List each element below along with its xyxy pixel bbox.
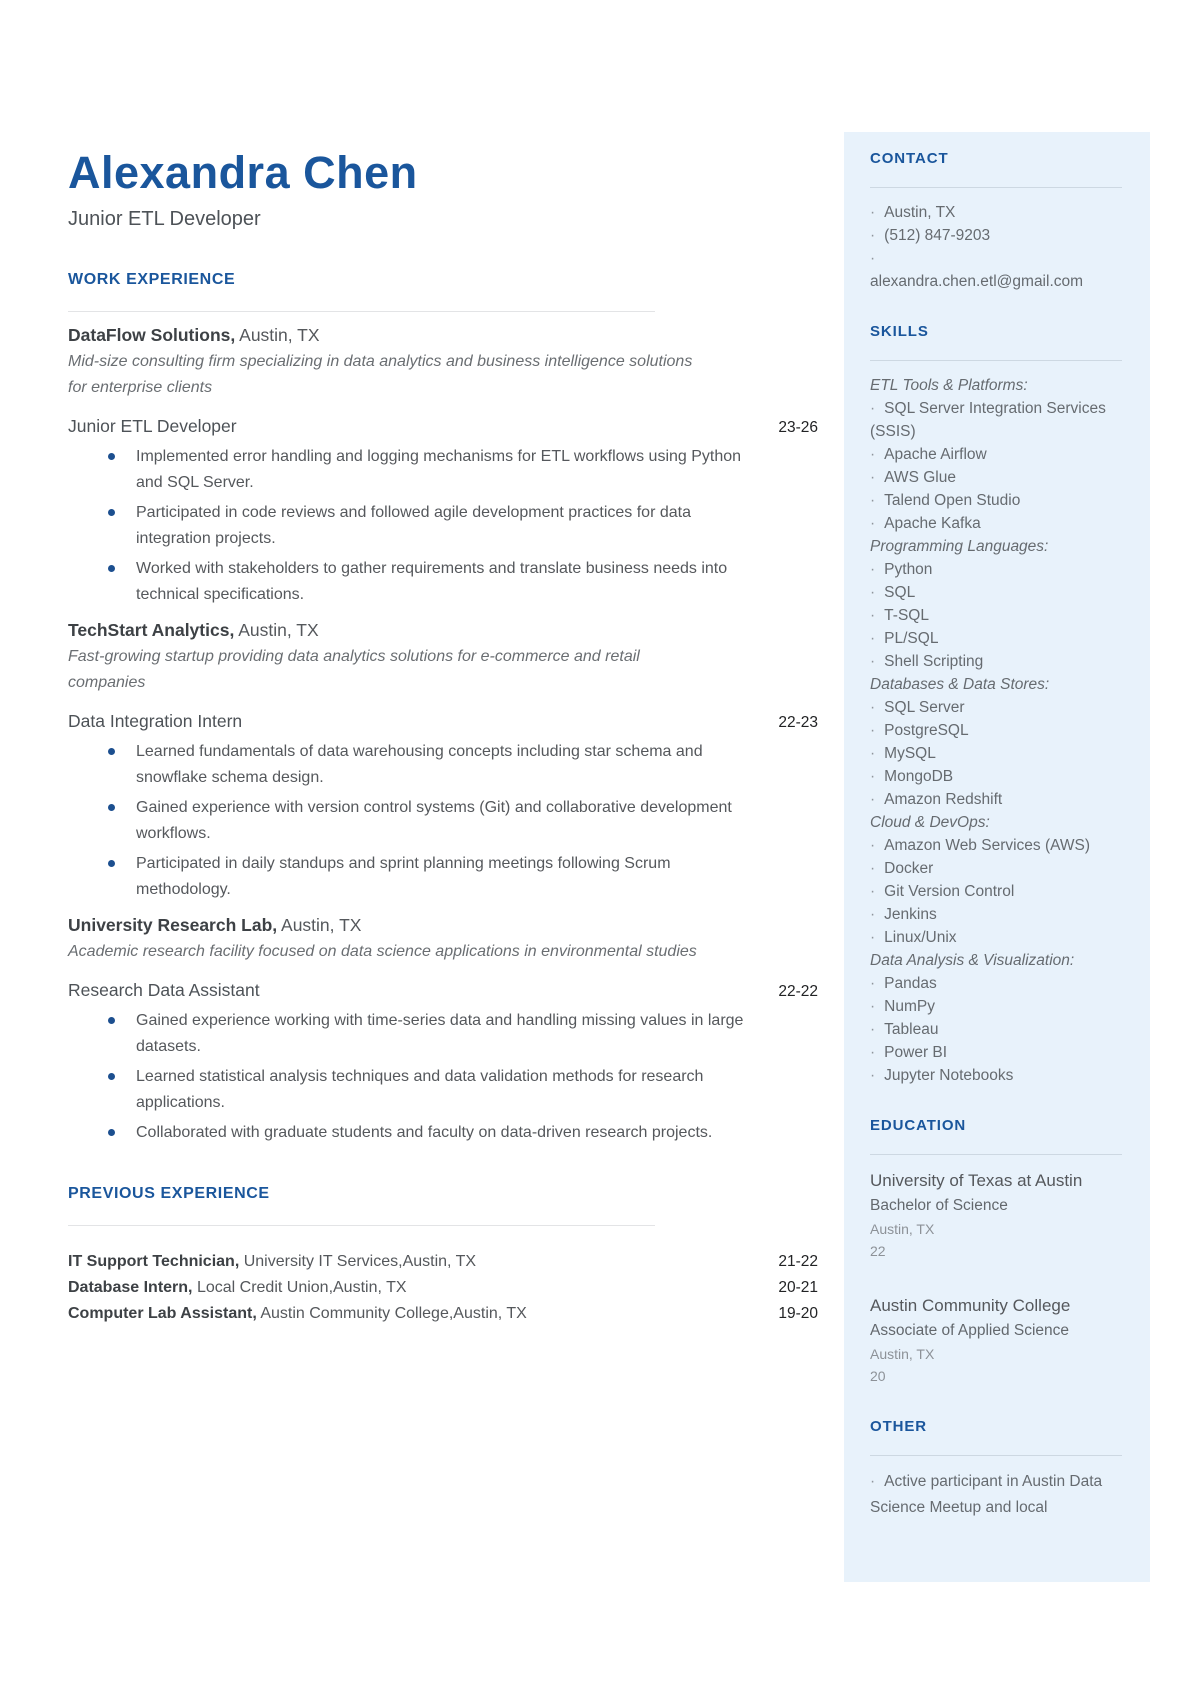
section-heading-work-experience: WORK EXPERIENCE [68, 271, 236, 288]
skill-item [870, 1018, 1122, 1041]
skill-item [870, 880, 1122, 903]
bullet-dot-icon: · [870, 227, 876, 244]
contact-item [870, 247, 1122, 270]
role-row [68, 980, 818, 1001]
skill-item [870, 972, 1122, 995]
skill-item [870, 857, 1122, 880]
candidate-name: Alexandra Chen [68, 147, 418, 198]
skill-item [870, 995, 1122, 1018]
bullet-dot-icon: · [870, 446, 876, 463]
bullet-item: Worked with stakeholders to gather requirements and translate business needs into technical specifications. [68, 556, 814, 607]
bullet-dot-icon: · [870, 561, 876, 578]
previous-role: Computer Lab Assistant, [68, 1304, 257, 1322]
company-line [68, 618, 818, 642]
bullet-item: Gained experience with version control systems (Git) and collaborative development workflows. [68, 795, 814, 846]
skill-item-text: NumPy [884, 998, 935, 1015]
bullet-dot-icon: · [870, 469, 876, 486]
company-location: Austin, TX [238, 620, 319, 640]
previous-dates: 20-21 [778, 1278, 818, 1296]
skill-item [870, 1064, 1122, 1087]
candidate-title: Junior ETL Developer [68, 208, 261, 230]
sidebar-heading-other: OTHER [870, 1418, 927, 1435]
skill-item [870, 558, 1122, 581]
skill-item-text: SQL [884, 584, 916, 601]
skills-list [870, 374, 1122, 1087]
previous-entry [68, 1275, 818, 1301]
bullet-dot-icon: · [870, 1044, 876, 1061]
previous-entry [68, 1301, 818, 1327]
company-description: Fast-growing startup providing data analytics solutions for e-commerce and retail companies [68, 648, 640, 691]
bullet-dot-icon: · [870, 1473, 876, 1490]
bullet-dot-icon: · [870, 883, 876, 900]
skill-item [870, 765, 1122, 788]
bullet-dot-icon: · [870, 722, 876, 739]
skill-item-text: PostgreSQL [884, 722, 969, 739]
bullet-item: Gained experience working with time-series data and handling missing values in large datasets. [68, 1008, 814, 1059]
education-entry [870, 1168, 1122, 1262]
other-item-text: Active participant in Austin Data Science Meetup and local [870, 1473, 1103, 1516]
bullet-list [68, 444, 818, 607]
previous-entry-text [68, 1301, 527, 1327]
bullet-dot-icon: · [870, 975, 876, 992]
bullet-dot-icon: · [870, 584, 876, 601]
skill-item [870, 489, 1122, 512]
skill-item [870, 1041, 1122, 1064]
job-dates: 23-26 [778, 419, 818, 436]
skill-item-text: Python [884, 561, 933, 578]
previous-role: Database Intern, [68, 1278, 193, 1296]
job-entry [68, 618, 818, 902]
section-divider [68, 1225, 655, 1226]
company-line [68, 913, 818, 937]
education-school: Austin Community College [870, 1296, 1071, 1315]
skill-item-text: SQL Server Integration Services (SSIS) [870, 400, 1106, 440]
bullet-dot-icon: · [870, 204, 876, 221]
company-line [68, 323, 818, 347]
bullet-item: Participated in daily standups and sprint planning meetings following Scrum methodology. [68, 851, 814, 902]
role-row [68, 416, 818, 437]
skill-item [870, 788, 1122, 811]
bullet-dot-icon: · [870, 906, 876, 923]
contact-item-text: Austin, TX [884, 204, 956, 221]
contact-item-text: (512) 847-9203 [884, 227, 991, 244]
bullet-dot-icon: · [870, 607, 876, 624]
bullet-dot-icon: · [870, 768, 876, 785]
bullet-dot-icon: · [870, 998, 876, 1015]
skill-category-label: ETL Tools & Platforms: [870, 377, 1028, 394]
skill-item [870, 512, 1122, 535]
previous-org: University IT Services,Austin, TX [243, 1252, 477, 1270]
skill-item-text: Docker [884, 860, 934, 877]
skill-item-text: MySQL [884, 745, 936, 762]
skill-item-text: Apache Kafka [884, 515, 981, 532]
skill-item-text: Talend Open Studio [884, 492, 1021, 509]
skill-item [870, 443, 1122, 466]
section-divider [68, 311, 655, 312]
skill-item-text: Git Version Control [884, 883, 1015, 900]
bullet-dot-icon: · [870, 745, 876, 762]
main-column [68, 0, 818, 1327]
skill-item-text: Amazon Web Services (AWS) [884, 837, 1091, 854]
company-name: University Research Lab, [68, 915, 278, 935]
skill-item-text: Jupyter Notebooks [884, 1067, 1014, 1084]
bullet-item: Participated in code reviews and followed agile development practices for data integration projects. [68, 500, 814, 551]
skill-item [870, 719, 1122, 742]
sidebar-heading-education: EDUCATION [870, 1117, 967, 1134]
skill-item [870, 650, 1122, 673]
education-degree: Associate of Applied Science [870, 1322, 1070, 1339]
skill-item-text: AWS Glue [884, 469, 956, 486]
skill-item-text: Jenkins [884, 906, 937, 923]
education-degree: Bachelor of Science [870, 1197, 1008, 1214]
sidebar-section-other [870, 1418, 1122, 1521]
skill-item-text: Apache Airflow [884, 446, 987, 463]
skill-item-text: Linux/Unix [884, 929, 957, 946]
bullet-list [68, 739, 818, 902]
job-role: Data Integration Intern [68, 711, 243, 731]
bullet-dot-icon: · [870, 515, 876, 532]
skill-category-label: Programming Languages: [870, 538, 1049, 555]
skill-item-text: PL/SQL [884, 630, 939, 647]
sidebar-section-contact [870, 150, 1122, 293]
bullet-dot-icon: · [870, 250, 876, 267]
bullet-dot-icon: · [870, 492, 876, 509]
skill-item-text: Pandas [884, 975, 937, 992]
previous-entry [68, 1249, 818, 1275]
company-location: Austin, TX [281, 915, 362, 935]
company-description: Mid-size consulting firm specializing in data analytics and business intelligence solutions for enterprise clients [68, 353, 693, 396]
previous-experience-list [68, 1249, 818, 1327]
company-location: Austin, TX [239, 325, 320, 345]
other-item [870, 1469, 1122, 1521]
skill-category-label: Data Analysis & Visualization: [870, 952, 1075, 969]
sidebar-section-skills [870, 323, 1122, 1087]
skill-item-text: MongoDB [884, 768, 954, 785]
skill-item [870, 696, 1122, 719]
skill-category-label: Cloud & DevOps: [870, 814, 990, 831]
company-name: TechStart Analytics, [68, 620, 235, 640]
job-entry [68, 913, 818, 1146]
bullet-dot-icon: · [870, 630, 876, 647]
previous-entry-text [68, 1275, 407, 1301]
contact-email: alexandra.chen.etl@gmail.com [870, 273, 1084, 290]
sidebar-heading-skills: SKILLS [870, 323, 929, 340]
skill-item [870, 742, 1122, 765]
bullet-item: Learned statistical analysis techniques and data validation methods for research applications. [68, 1064, 814, 1115]
education-location: Austin, TX [870, 1221, 935, 1237]
skill-item [870, 397, 1122, 443]
education-location: Austin, TX [870, 1346, 935, 1362]
sidebar-divider [870, 187, 1122, 188]
bullet-list [68, 1008, 818, 1146]
role-row [68, 711, 818, 732]
bullet-dot-icon: · [870, 791, 876, 808]
previous-dates: 19-20 [778, 1304, 818, 1322]
sidebar-divider [870, 360, 1122, 361]
bullet-dot-icon: · [870, 1021, 876, 1038]
sidebar [844, 132, 1150, 1582]
education-year: 20 [870, 1368, 886, 1384]
previous-role: IT Support Technician, [68, 1252, 240, 1270]
previous-org: Local Credit Union,Austin, TX [196, 1278, 407, 1296]
bullet-item: Learned fundamentals of data warehousing concepts including star schema and snowflake schema design. [68, 739, 814, 790]
job-dates: 22-23 [778, 714, 818, 731]
contact-item [870, 201, 1122, 224]
skill-item-text: SQL Server [884, 699, 965, 716]
skill-category-label: Databases & Data Stores: [870, 676, 1050, 693]
skill-item [870, 926, 1122, 949]
skill-item-text: Tableau [884, 1021, 939, 1038]
previous-dates: 21-22 [778, 1252, 818, 1270]
bullet-dot-icon: · [870, 837, 876, 854]
sidebar-section-education [870, 1117, 1122, 1387]
skill-item [870, 834, 1122, 857]
sidebar-divider [870, 1154, 1122, 1155]
skill-item [870, 581, 1122, 604]
previous-entry-text [68, 1249, 476, 1275]
skill-item [870, 627, 1122, 650]
bullet-item: Collaborated with graduate students and faculty on data-driven research projects. [68, 1120, 814, 1146]
education-school: University of Texas at Austin [870, 1171, 1083, 1190]
skill-item [870, 604, 1122, 627]
contact-item [870, 224, 1122, 247]
bullet-dot-icon: · [870, 699, 876, 716]
sidebar-heading-contact: CONTACT [870, 150, 949, 167]
skill-item-text: T-SQL [884, 607, 929, 624]
skill-item [870, 903, 1122, 926]
bullet-dot-icon: · [870, 860, 876, 877]
company-name: DataFlow Solutions, [68, 325, 236, 345]
sidebar-divider [870, 1455, 1122, 1456]
job-role: Research Data Assistant [68, 980, 260, 1000]
section-heading-previous-experience: PREVIOUS EXPERIENCE [68, 1184, 270, 1202]
education-year: 22 [870, 1243, 886, 1259]
bullet-dot-icon: · [870, 653, 876, 670]
bullet-item: Implemented error handling and logging mechanisms for ETL workflows using Python and SQL Server. [68, 444, 814, 495]
skill-item [870, 466, 1122, 489]
skill-item-text: Amazon Redshift [884, 791, 1003, 808]
job-entry [68, 323, 818, 607]
bullet-dot-icon: · [870, 929, 876, 946]
previous-org: Austin Community College,Austin, TX [260, 1304, 527, 1322]
bullet-dot-icon: · [870, 1067, 876, 1084]
skill-item-text: Power BI [884, 1044, 948, 1061]
skill-item-text: Shell Scripting [884, 653, 984, 670]
education-entry [870, 1293, 1122, 1387]
job-dates: 22-22 [778, 983, 818, 1000]
bullet-dot-icon: · [870, 400, 876, 417]
company-description: Academic research facility focused on data science applications in environmental studies [68, 943, 697, 960]
job-role: Junior ETL Developer [68, 416, 237, 436]
